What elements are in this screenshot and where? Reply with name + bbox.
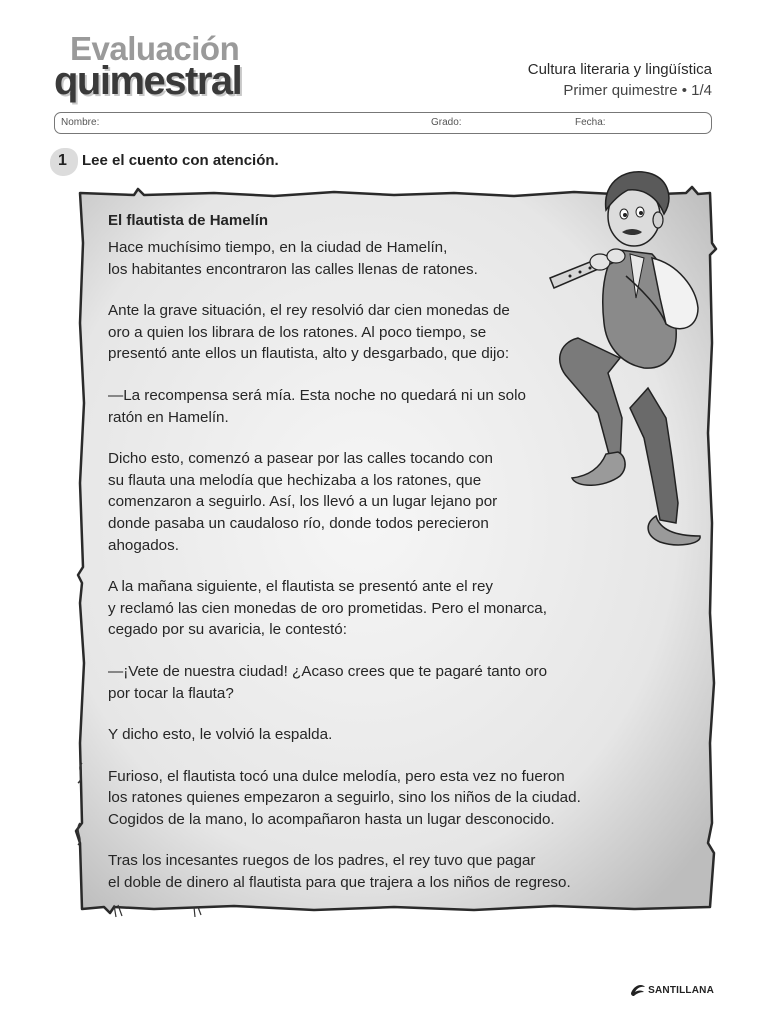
story-paragraph: Tras los incesantes ruegos de los padres, el rey tuvo que pagar el doble de dinero al flautista para que trajera a los niños de regreso. bbox=[108, 852, 571, 892]
story-paragraph: Furioso, el flautista tocó una dulce melodía, pero esta vez no fueron los ratones quienes empezaron a seguirlo, sino los niños de la ciudad. Cogidos de la mano, lo acompañaron hasta un lugar desconocido. bbox=[108, 767, 581, 828]
logo-bottom-text: quimestral bbox=[54, 59, 242, 103]
story-paragraph: —La recompensa será mía. Esta noche no quedará ni un solo ratón en Hamelín. bbox=[108, 386, 526, 426]
publisher-icon bbox=[630, 983, 646, 997]
publisher-logo bbox=[630, 983, 714, 997]
logo-top-text: Evaluación bbox=[70, 30, 240, 67]
story-paragraph: Ante la grave situación, el rey resolvió dar cien monedas de oro a quien los librara de los ratones. Al poco tiempo, se presentó ante ellos un flautista, alto y desgarbado, que dijo: bbox=[108, 302, 510, 363]
subject-title: Cultura literaria y lingüística bbox=[527, 61, 712, 78]
question-instruction: Lee el cuento con atención. bbox=[82, 152, 279, 169]
story-paragraph: Hace muchísimo tiempo, en la ciudad de Hamelín, los habitantes encontraron las calles llenas de ratones. bbox=[108, 239, 478, 278]
story-title: El flautista de Hamelín bbox=[108, 212, 269, 229]
subject-info bbox=[528, 59, 712, 101]
question-number: 1 bbox=[58, 152, 67, 169]
story-paragraph: Dicho esto, comenzó a pasear por las calles tocando con su flauta una melodía que hechizaba a los ratones, que comenzaron a seguirlo. Así, los llevó a un lugar lejano por donde pasaba un caudaloso río, donde todos perecieron ahogados. bbox=[108, 450, 498, 554]
story-paragraph: A la mañana siguiente, el flautista se presentó ante el rey y reclamó las cien monedas de oro prometidas. Pero el monarca, cegado por su avaricia, le contestó: bbox=[108, 578, 547, 639]
evaluation-logo bbox=[54, 32, 241, 101]
publisher-name: SANTILLANA bbox=[648, 984, 714, 996]
date-label: Fecha: bbox=[575, 117, 606, 128]
student-info-bar bbox=[54, 112, 712, 134]
term-label: Primer quimestre • 1/4 bbox=[563, 82, 712, 99]
story-text bbox=[108, 211, 628, 914]
story-paragraph: —¡Vete de nuestra ciudad! ¿Acaso crees que te pagaré tanto oro por tocar la flauta? bbox=[108, 662, 548, 702]
question-number-badge bbox=[50, 148, 78, 176]
grade-label: Grado: bbox=[431, 117, 462, 128]
story-paragraph: Y dicho esto, le volvió la espalda. bbox=[108, 726, 333, 744]
name-label: Nombre: bbox=[61, 117, 100, 128]
